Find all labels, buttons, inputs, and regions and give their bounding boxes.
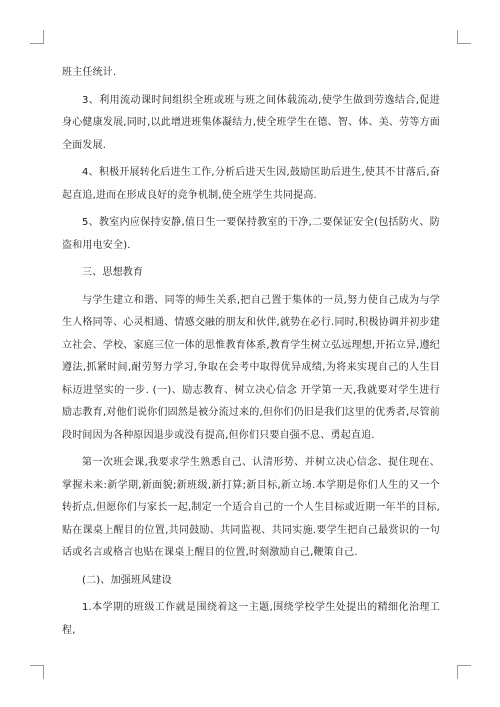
- crop-mark-top-left: [30, 30, 44, 44]
- paragraph-first-class-meeting: 第一次班会课,我要求学生熟悉自己、认清形势、并树立决心信念、捉住现在、掌握未来:新学期,新面貌;新班级,新打算;新目标,新立场.本学期是你们人生的又一个转折点,但愿你们与家长一起,制定一个适合自己的一个人生目标或近期一年半的目标,贴在课桌上醒目的位置,共同鼓励、共同监视、共同实施.要学生把自己最赏识的一句话或名言或格言也贴在课桌上醒目的位置,时刻激励自己,鞭策自己.: [62, 457, 440, 558]
- crop-mark-bottom-left: [30, 665, 44, 679]
- paragraph-item-4: 4、积极开展转化后进生工作,分析后进天生因,鼓励匡助后进生,使其不甘落后,奋起直追,进而在形成良好的竞争机制,使全班学生共同提高.: [62, 167, 440, 201]
- paragraph-continuation: 班主任统计.: [62, 67, 117, 78]
- paragraph-item-5: 5、教室内应保持安静,值日生一要保持教室的干净,二要保证安全(包括防火、防盗和用电安全).: [62, 217, 440, 251]
- paragraph-semester-work: 1.本学期的班级工作就是围绕着这一主题,围绕学校学生处提出的精细化治理工程,: [62, 602, 440, 636]
- crop-mark-bottom-right: [457, 665, 471, 679]
- crop-mark-top-right: [457, 30, 471, 44]
- paragraph-item-3: 3、利用流动课时间组织全班或班与班之间体载流动,使学生做到劳逸结合,促进身心健康发展,同时,以此增进班集体凝结力,使全班学生在德、智、体、美、劳等方面全面发展.: [62, 94, 440, 151]
- paragraph-teacher-student-relationship: 与学生建立和谐、同等的师生关系,把自己置于集体的一员,努力使自己成为与学生人格同等、心灵相通、情感交融的朋友和伙伴,就势在必行.同时,积极协调并初步建立社会、学校、家庭三位一体的思惟教育体系,教育学生树立弘远理想,开拓立异,遵纪遵法,抓紧时间,耐劳努力学习,争取在会考中取得优异成绩,为将来实现自己的人生目标迈进坚实的一步. (一)、励志教育、树立决心信念 开学第一天,我就要对学生进行励志教育,对他们说你们固然是被分流过来的,但你们仍旧是我们这里的优秀者,尽管前段时间因为各种原因退步或没有提高,但你们只要自强不息、勇起直追.: [62, 294, 440, 441]
- section-heading-class-style: (二)、加强班风建设: [82, 574, 172, 586]
- document-body: [62, 62, 440, 647]
- section-heading-thought-education: 三、思想教育: [82, 267, 144, 278]
